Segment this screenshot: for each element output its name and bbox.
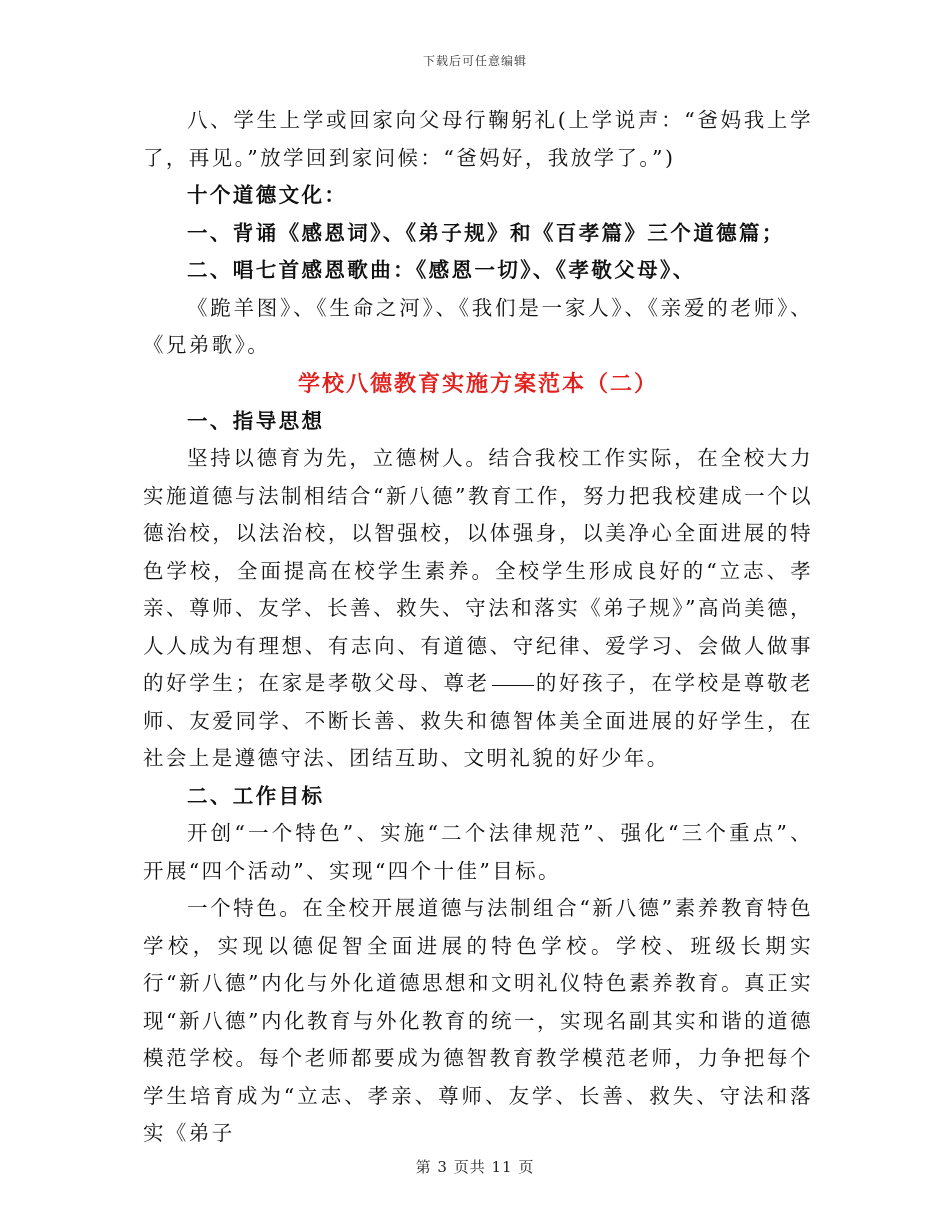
heading-work-goals: 二、工作目标 xyxy=(187,783,325,808)
fill-blank xyxy=(492,684,534,686)
culture-item-2: 二、唱七首感恩歌曲：《感恩一切》、《孝敬父母》、 xyxy=(187,258,696,282)
paragraph-guiding-ideology xyxy=(143,440,813,778)
paragraph-item8: 八、学生上学或回家向父母行鞠躬礼(上学说声：“爸妈我上学了，再见。”放学回到家问候：“爸妈好，我放学了。”) xyxy=(143,108,813,170)
heading-guiding-ideology: 一、指导思想 xyxy=(187,408,325,433)
paragraph-one-feature: 一个特色。在全校开展道德与法制组合“新八德”素养教育特色学校，实现以德促智全面进展的特色学校。学校、班级长期实行“新八德”内化与外化道德思想和文明礼仪特色素养教育。真正实现“新八德”内化教育与外化教育的统一，实现名副其实和谐的道德模范学校。每个老师都要成为德智教育教学模范老师，力争把每个学生培育成为“立志、孝亲、尊师、友学、长善、救失、守法和落实《弟子 xyxy=(143,896,813,1145)
document-body xyxy=(143,102,813,1153)
paragraph-guiding-ideology-part2: 的好孩子，在学校是尊敬老师、友爱同学、不断长善、救失和德智体美全面进展的好学生，在社会上是遵德守法、团结互助、文明礼貌的好少年。 xyxy=(143,671,813,770)
page-header-note: 下载后可任意编辑 xyxy=(422,54,527,68)
paragraph-work-goals: 开创“一个特色”、实施“二个法律规范”、强化“三个重点”、开展“四个活动”、实现“四个十佳”目标。 xyxy=(143,821,813,883)
culture-item-2-continued: 《跪羊图》、《生命之河》、《我们是一家人》、《亲爱的老师》、《兄弟歌》。 xyxy=(143,295,813,357)
culture-item-1: 一、背诵《感恩词》、《弟子规》和《百孝篇》三个道德篇； xyxy=(187,220,785,245)
culture-heading: 十个道德文化： xyxy=(187,183,348,207)
article-title: 学校八德教育实施方案范本（二） xyxy=(297,370,658,397)
page-number-footer: 第 3 页共 11 页 xyxy=(415,1158,535,1176)
paragraph-guiding-ideology-part1: 坚持以德育为先，立德树人。结合我校工作实际，在全校大力实施道德与法制相结合“新八德”教育工作，努力把我校建成一个以德治校，以法治校，以智强校，以体强身，以美净心全面进展的特色学校，全面提高在校学生素养。全校学生形成良好的“立志、孝亲、尊师、友学、长善、救失、守法和落实《弟子规》”高尚美德，人人成为有理想、有志向、有道德、守纪律、爱学习、会做人做事的好学生；在家是孝敬父母、尊老 xyxy=(143,446,813,695)
